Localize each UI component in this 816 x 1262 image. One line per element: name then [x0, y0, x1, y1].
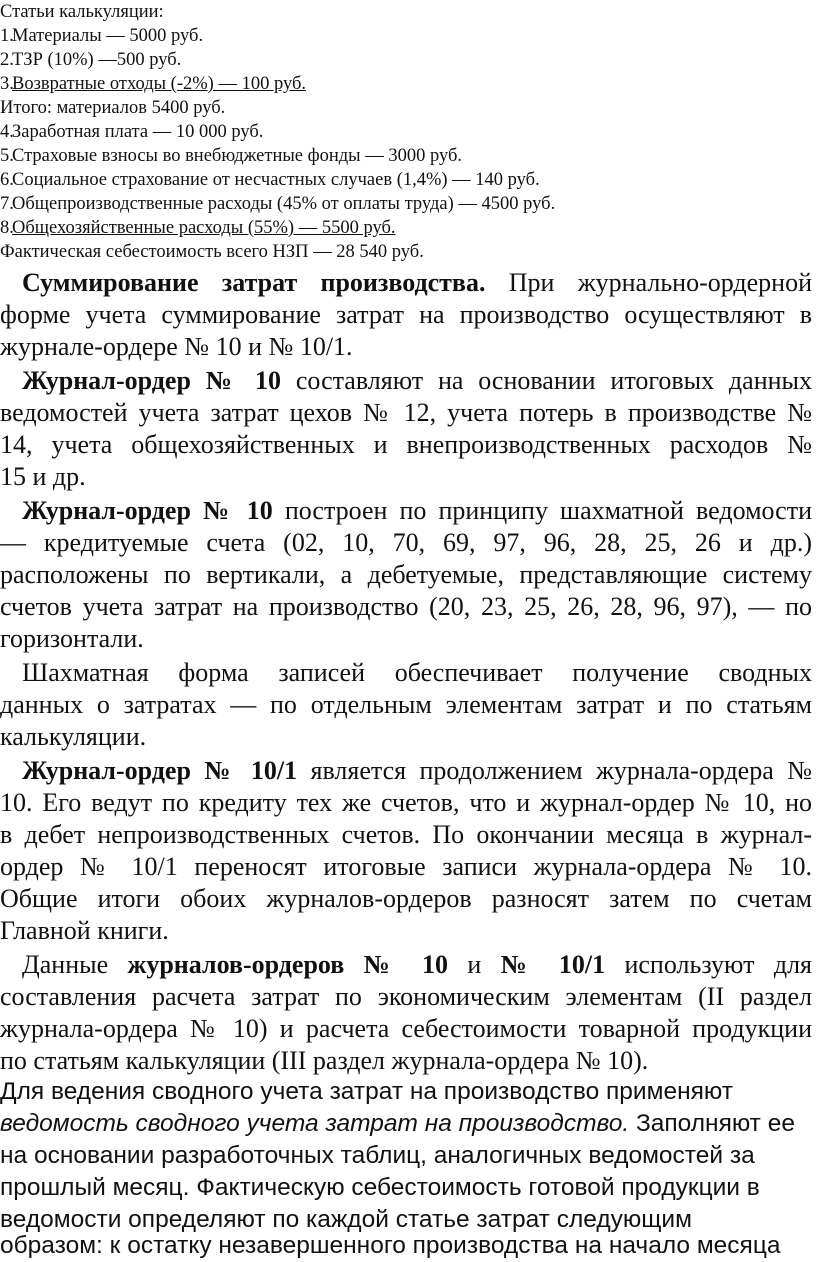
paragraph-line: Для ведения сводного учета затрат на производство применяют: [0, 1078, 733, 1105]
list-item: 1.Материалы — 5000 руб.: [0, 26, 204, 46]
paragraph-line: Главной книги.: [0, 916, 169, 945]
list-header: Статьи калькуляции:: [0, 2, 164, 22]
italic-term: ведомость сводного учета затрат на производство.: [0, 1110, 630, 1137]
list-item: 2.ТЗР (10%) —500 руб.: [0, 50, 182, 70]
paragraph-line: расположены по вертикали, а дебетуемые, представляющие систему: [0, 560, 812, 589]
paragraph-line: ведомостей учета затрат цехов № 12, учета потерь в производстве №: [0, 398, 812, 427]
paragraph-line: 15 и др.: [0, 462, 86, 491]
paragraph-line: калькуляции.: [0, 722, 147, 751]
list-item: 7.Общепроизводственные расходы (45% от оплаты труда) — 4500 руб.: [0, 194, 556, 214]
paragraph-line: счетов учета затрат на производство (20, 23, 25, 26, 28, 96, 97), — по: [0, 592, 812, 621]
paragraph-line: горизонтали.: [0, 624, 144, 653]
subtotal-line: Итого: материалов 5400 руб.: [0, 98, 226, 118]
total-line: Фактическая себестоимость всего НЗП — 28 540 руб.: [0, 242, 424, 262]
paragraph-line: Журнал-ордер № 10 составляют на основании итоговых данных: [22, 366, 812, 395]
paragraph-line: на основании разработочных таблиц, аналогичных ведомостей за: [0, 1142, 755, 1169]
paragraph-line: в дебет непроизводственных счетов. По окончании месяца в журнал-: [0, 820, 812, 849]
paragraph-line: Данные журналов-ордеров № 10 и № 10/1 используют для: [22, 950, 813, 979]
paragraph-line: прошлый месяц. Фактическую себестоимость готовой продукции в: [0, 1174, 760, 1201]
paragraph-line: Журнал-ордер № 10 построен по принципу шахматной ведомости: [22, 496, 812, 525]
paragraph-line: — кредитуемые счета (02, 10, 70, 69, 97, 96, 28, 25, 26 и др.): [0, 528, 812, 557]
paragraph-line: 10. Его ведут по кредиту тех же счетов, что и журнал-ордер № 10, но: [0, 788, 812, 817]
paragraph-line: ордер № 10/1 переносят итоговые записи журнала-ордера № 10.: [0, 852, 812, 881]
paragraph-line: составления расчета затрат по экономическим элементам (II раздел: [0, 982, 812, 1011]
paragraph-line: Суммирование затрат производства. При журнально-ордерной: [22, 268, 813, 297]
paragraph-line: данных о затратах — по отдельным элементам затрат и по статьям: [0, 690, 812, 719]
list-item: 5.Страховые взносы во внебюджетные фонды — 3000 руб.: [0, 146, 463, 166]
list-item: 3.Возвратные отходы (-2%) — 100 руб.: [0, 74, 307, 94]
paragraph-line: форме учета суммирование затрат на производство осуществляют в: [0, 300, 812, 329]
paragraph-line: 14, учета общехозяйственных и внепроизводственных расходов №: [0, 430, 812, 459]
paragraph-line: журнале-ордере № 10 и № 10/1.: [0, 332, 353, 361]
paragraph-line: Общие итоги обоих журналов-ордеров разносят затем по счетам: [0, 884, 812, 913]
paragraph-line: ведомости определяют по каждой статье затрат следующим: [0, 1206, 692, 1233]
paragraph-line: журнала-ордера № 10) и расчета себестоимости товарной продукции: [0, 1014, 812, 1043]
paragraph-line: Шахматная форма записей обеспечивает получение сводных: [22, 658, 812, 687]
list-item: 6.Социальное страхование от несчастных случаев (1,4%) — 140 руб.: [0, 170, 540, 190]
paragraph-line: ведомость сводного учета затрат на производство. Заполняют ее: [0, 1110, 795, 1137]
paragraph-line: Журнал-ордер № 10/1 является продолжением журнала-ордера №: [22, 756, 812, 785]
paragraph-line: по статьям калькуляции (III раздел журнала-ордера № 10).: [0, 1046, 649, 1075]
list-item: 4.Заработная плата — 10 000 руб.: [0, 122, 264, 142]
paragraph-line: образом: к остатку незавершенного производства на начало месяца: [0, 1232, 781, 1259]
list-item: 8.Общехозяйственные расходы (55%) — 5500 руб.: [0, 218, 396, 238]
